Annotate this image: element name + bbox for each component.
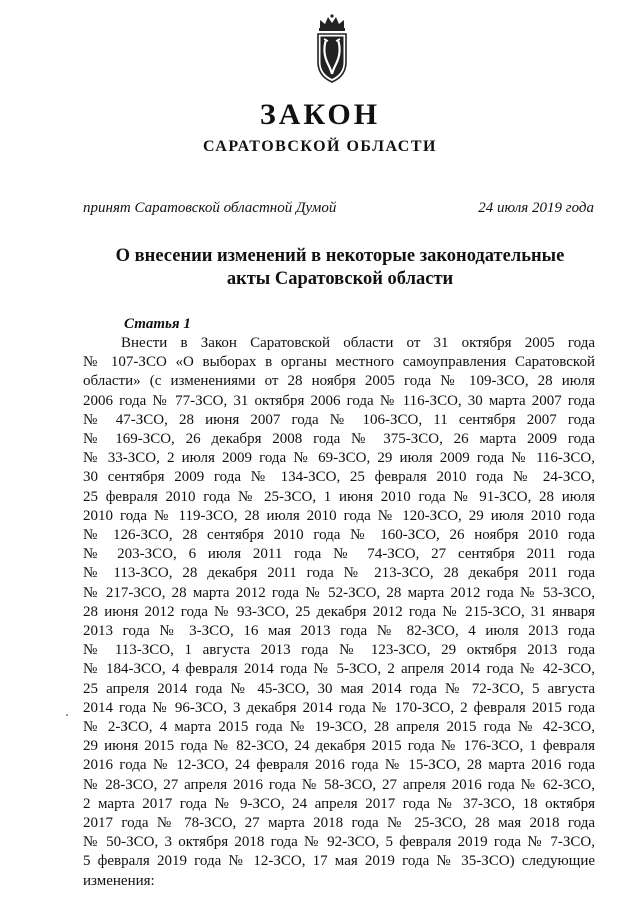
article-line: № 203-ЗСО, 6 июля 2011 года № 74-ЗСО, 27 сентября 2011 года xyxy=(83,546,595,563)
article-line: Внести в Закон Саратовской области от 31 октября 2005 года xyxy=(121,335,595,351)
article-line: № 107-ЗСО «О выборах в органы местного самоуправления Саратовской xyxy=(83,354,595,371)
article-line: № 33-ЗСО, 2 июля 2009 года № 69-ЗСО, 29 июля 2009 года № 116-ЗСО, xyxy=(83,450,595,467)
article-line: 2016 года № 12-ЗСО, 24 февраля 2016 года № 15-ЗСО, 28 марта 2016 года xyxy=(83,757,595,774)
article-line: № 126-ЗСО, 28 сентября 2010 года № 160-ЗСО, 26 ноября 2010 года xyxy=(83,527,595,544)
article-line: 28 июня 2012 года № 93-ЗСО, 25 декабря 2012 года № 215-ЗСО, 31 января xyxy=(83,603,595,620)
article-line: 2014 года № 96-ЗСО, 3 декабря 2014 года № 170-ЗСО, 2 февраля 2015 года xyxy=(83,699,595,716)
article-line: изменения: xyxy=(83,872,155,889)
law-title: ЗАКОН xyxy=(259,98,381,131)
article-body xyxy=(83,334,595,891)
article-line: 30 сентября 2009 года № 134-ЗСО, 25 февраля 2010 года № 24-ЗСО, xyxy=(83,469,595,486)
adopted-date: 24 июля 2019 года xyxy=(478,200,594,216)
article-line: 5 февраля 2019 года № 12-ЗСО, 17 мая 2019 года № 35-ЗСО) следующие xyxy=(83,853,595,870)
document-title-line: акты Саратовской области xyxy=(226,269,454,289)
document-title-line: О внесении изменений в некоторые законодательные xyxy=(115,246,565,266)
article-line: 29 июня 2015 года № 82-ЗСО, 24 декабря 2015 года № 176-ЗСО, 1 февраля xyxy=(83,738,595,755)
article-line: 25 февраля 2010 года № 25-ЗСО, 1 июня 2010 года № 91-ЗСО, 28 июля xyxy=(83,488,595,505)
article-line: № 184-ЗСО, 4 февраля 2014 года № 5-ЗСО, 2 апреля 2014 года № 42-ЗСО, xyxy=(83,661,595,678)
article-heading: Статья 1 xyxy=(124,316,191,332)
article-line: 2006 года № 77-ЗСО, 31 октября 2006 года № 116-ЗСО, 30 марта 2007 года xyxy=(83,392,595,409)
article-line: № 47-ЗСО, 28 июня 2007 года № 106-ЗСО, 11 сентября 2007 года xyxy=(83,411,595,428)
article-line: 25 апреля 2014 года № 45-ЗСО, 30 мая 2014 года № 72-ЗСО, 5 августа xyxy=(83,680,595,697)
adopted-by: принят Саратовской областной Думой xyxy=(83,200,337,216)
article-line: 2013 года № 3-ЗСО, 16 мая 2013 года № 82-ЗСО, 4 июля 2013 года xyxy=(83,623,595,640)
article-line: № 2-ЗСО, 4 марта 2015 года № 19-ЗСО, 28 апреля 2015 года № 42-ЗСО, xyxy=(83,719,595,736)
saratov-coat-of-arms-icon xyxy=(312,14,352,84)
article-line: № 113-ЗСО, 1 августа 2013 года № 123-ЗСО, 29 октября 2013 года xyxy=(83,642,595,659)
article-line: № 217-ЗСО, 28 марта 2012 года № 52-ЗСО, 28 марта 2012 года № 53-ЗСО, xyxy=(83,584,595,601)
article-line: № 28-ЗСО, 27 апреля 2016 года № 58-ЗСО, 27 апреля 2016 года № 62-ЗСО, xyxy=(83,776,595,793)
article-line: 2 марта 2017 года № 9-ЗСО, 24 апреля 2017 года № 37-ЗСО, 18 октября xyxy=(83,795,595,812)
law-subtitle: САРАТОВСКОЙ ОБЛАСТИ xyxy=(203,138,437,155)
article-line: области» (с изменениями от 28 ноября 2005 года № 109-ЗСО, 28 июля xyxy=(83,373,595,390)
scan-speck xyxy=(66,714,68,716)
article-line: № 169-ЗСО, 26 декабря 2008 года № 375-ЗСО, 26 марта 2009 года xyxy=(83,431,595,448)
article-line: 2010 года № 119-ЗСО, 28 июля 2010 года № 120-ЗСО, 29 июля 2010 года xyxy=(83,507,595,524)
article-line: № 50-ЗСО, 3 октября 2018 года № 92-ЗСО, 5 февраля 2019 года № 7-ЗСО, xyxy=(83,834,595,851)
article-line: 2017 года № 78-ЗСО, 27 марта 2018 года № 25-ЗСО, 28 мая 2018 года xyxy=(83,815,595,832)
document-title xyxy=(60,245,620,291)
article-line: № 113-ЗСО, 28 декабря 2011 года № 213-ЗСО, 28 декабря 2011 года xyxy=(83,565,595,582)
